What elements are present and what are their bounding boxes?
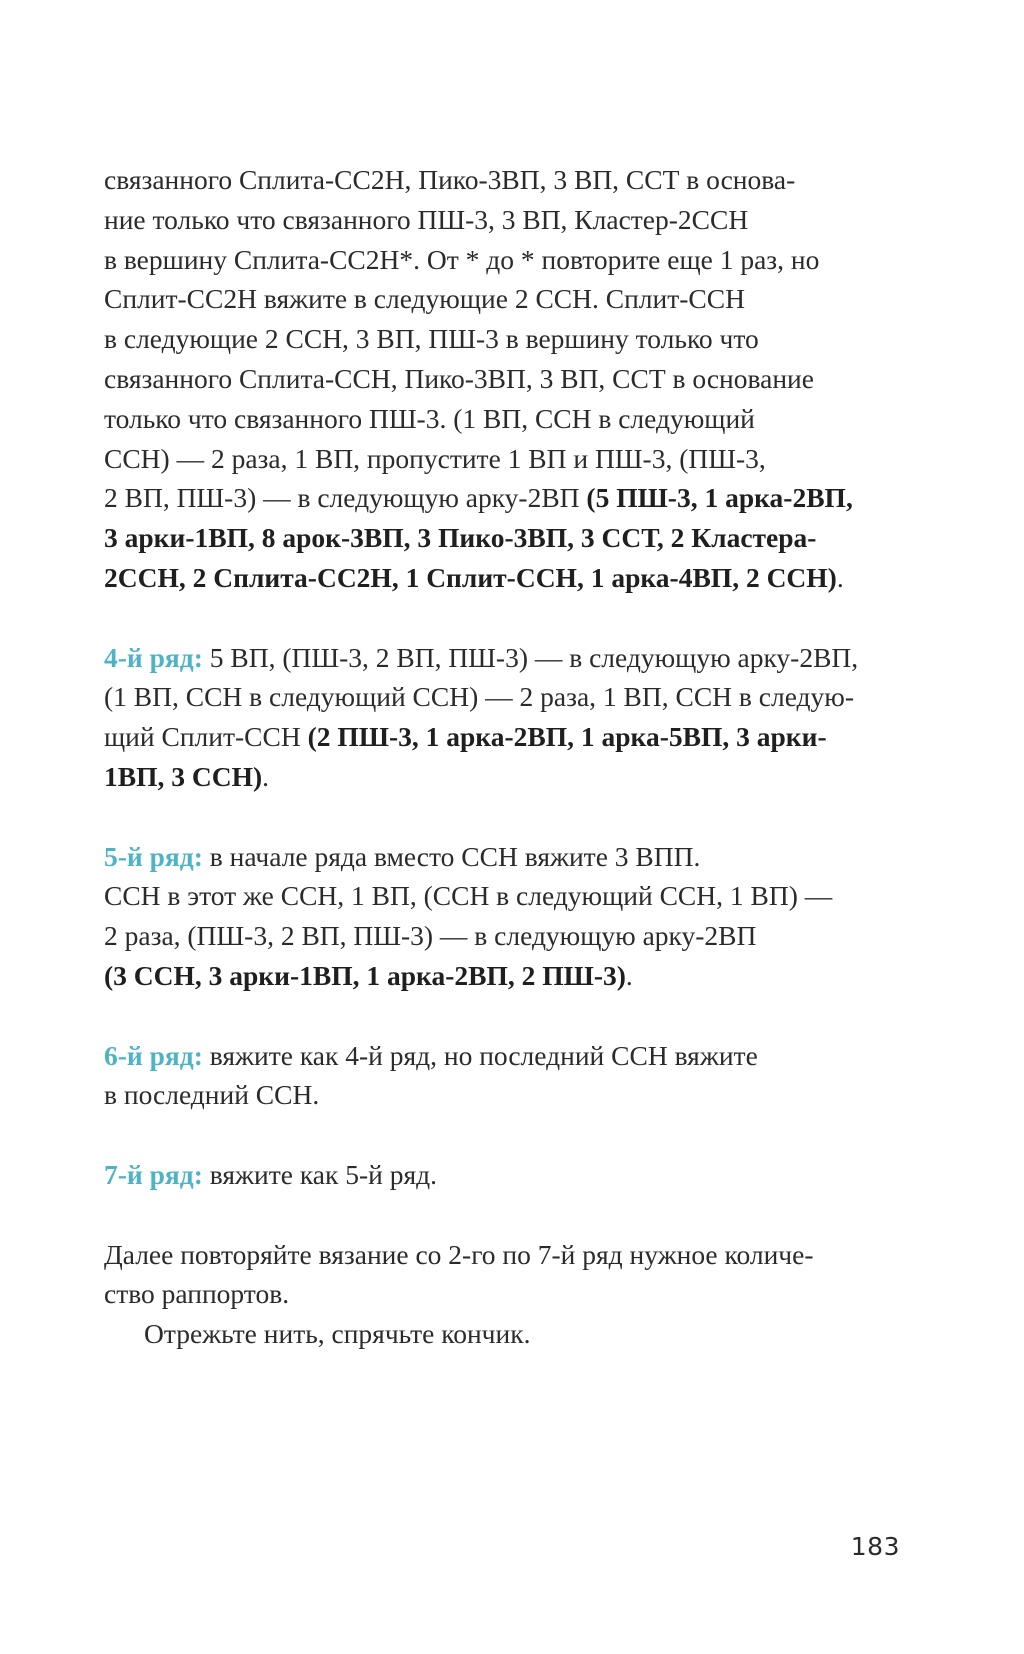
row-7-label: 7-й ряд: xyxy=(104,1158,203,1190)
text-line: связанного Сплита-СС2Н, Пико-3ВП, 3 ВП, ССТ в основа- xyxy=(104,164,796,195)
text-line xyxy=(104,956,904,996)
closing-paragraph xyxy=(104,1235,904,1354)
text-run: . xyxy=(625,959,633,991)
text-run: . xyxy=(836,561,844,593)
row-7-instructions xyxy=(104,1155,904,1195)
text-run: щий Сплит-ССН xyxy=(104,721,308,753)
text-line: 2 раза, (ПШ-3, 2 ВП, ПШ-3) — в следующую арку-2ВП xyxy=(104,920,757,952)
text-line xyxy=(104,837,904,877)
paragraph-gap xyxy=(104,797,904,837)
text-line: (1 ВП, ССН в следующий ССН) — 2 раза, 1 ВП, ССН в следую- xyxy=(104,681,854,713)
text-line: ние только что связанного ПШ-3, 3 ВП, Кластер-2ССН xyxy=(104,203,749,235)
text-line: Отрежьте нить, спрячьте кончик. xyxy=(144,1318,531,1350)
stitch-count-summary: (2 ПШ-3, 1 арка-2ВП, 1 арка-5ВП, 3 арки- xyxy=(307,721,827,753)
paragraph-gap xyxy=(104,598,904,638)
text-line: Далее повторяйте вязание со 2-го по 7-й ряд нужное количе- xyxy=(104,1238,814,1270)
text-line xyxy=(104,638,904,678)
text-line xyxy=(104,478,904,518)
page-text xyxy=(104,160,904,1354)
text-run: в начале ряда вместо ССН вяжите 3 ВПП. xyxy=(202,840,701,872)
text-run: 5 ВП, (ПШ-3, 2 ВП, ПШ-3) — в следующую арку-2ВП, xyxy=(202,641,859,673)
row-6-instructions xyxy=(104,1036,904,1116)
paragraph-continuation xyxy=(104,160,904,598)
stitch-count-summary: 3 арки-1ВП, 8 арок-3ВП, 3 Пико-3ВП, 3 ССТ, 2 Кластера- xyxy=(104,522,817,554)
paragraph-gap xyxy=(104,1195,904,1235)
page-number: 183 xyxy=(850,1532,900,1561)
row-5-label: 5-й ряд: xyxy=(104,840,203,872)
text-line: ССН в этот же ССН, 1 ВП, (ССН в следующий ССН, 1 ВП) — xyxy=(104,880,833,912)
text-line: ССН) — 2 раза, 1 ВП, пропустите 1 ВП и ПШ-3, (ПШ-3, xyxy=(104,442,766,474)
paragraph-gap xyxy=(104,996,904,1036)
text-line: Сплит-СС2Н вяжите в следующие 2 ССН. Сплит-ССН xyxy=(104,283,745,315)
text-line xyxy=(104,558,904,598)
text-run: 2 ВП, ПШ-3) — в следующую арку-2ВП xyxy=(104,482,587,514)
text-line: ство раппортов. xyxy=(104,1278,290,1310)
row-5-instructions xyxy=(104,837,904,996)
stitch-count-summary: (5 ПШ-3, 1 арка-2ВП, xyxy=(586,482,853,514)
text-line: в следующие 2 ССН, 3 ВП, ПШ-3 в вершину только что xyxy=(104,323,759,355)
stitch-count-summary: 2ССН, 2 Сплита-СС2Н, 1 Сплит-ССН, 1 арка-4ВП, 2 ССН) xyxy=(104,561,837,593)
stitch-count-summary: 1ВП, 3 ССН) xyxy=(104,760,263,792)
text-line xyxy=(104,1155,904,1195)
text-run: . xyxy=(262,760,269,792)
row-4-label: 4-й ряд: xyxy=(104,641,203,673)
text-line xyxy=(104,1036,904,1076)
text-line: в последний ССН. xyxy=(104,1079,320,1111)
text-line xyxy=(104,717,904,757)
paragraph-gap xyxy=(104,1115,904,1155)
text-line: связанного Сплита-ССН, Пико-3ВП, 3 ВП, ССТ в основание xyxy=(104,362,814,394)
stitch-count-summary: (3 ССН, 3 арки-1ВП, 1 арка-2ВП, 2 ПШ-3) xyxy=(104,959,626,991)
row-4-instructions xyxy=(104,638,904,797)
text-line: в вершину Сплита-СС2Н*. От * до * повторите еще 1 раз, но xyxy=(104,243,820,275)
row-6-label: 6-й ряд: xyxy=(104,1039,203,1071)
text-line: только что связанного ПШ-3. (1 ВП, ССН в следующий xyxy=(104,402,755,434)
text-run: вяжите как 5-й ряд. xyxy=(202,1158,437,1190)
text-run: вяжите как 4-й ряд, но последний ССН вяжите xyxy=(202,1039,758,1071)
text-line xyxy=(104,757,904,797)
